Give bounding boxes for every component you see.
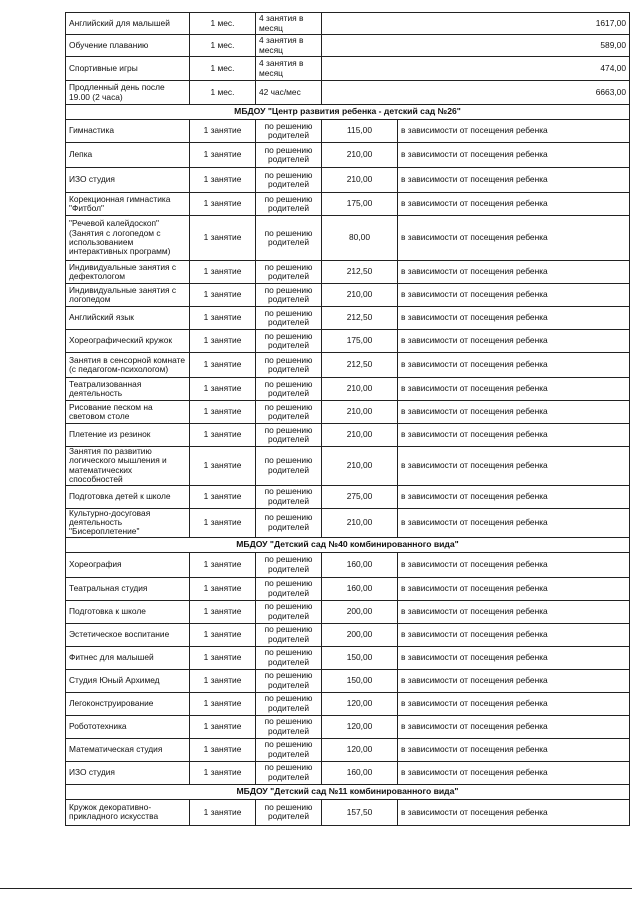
price-cell: 160,00: [322, 552, 398, 577]
unit-cell: 1 занятие: [190, 715, 256, 738]
table-row: [66, 168, 630, 193]
unit-cell: 1 занятие: [190, 353, 256, 378]
service-name: Гимнастика: [66, 120, 190, 143]
service-name: Фитнес для малышей: [66, 646, 190, 669]
table-row: [66, 738, 630, 761]
note-cell: в зависимости от посещения ребенка: [398, 646, 630, 669]
unit-cell: 1 занятие: [190, 577, 256, 600]
volume-cell: 4 занятия в месяц: [256, 13, 322, 35]
section-title: МБДОУ "Центр развития ребенка - детский сад №26": [66, 105, 630, 120]
table-row: [66, 508, 630, 537]
service-name: Корекционная гимнастика "Фитбол": [66, 193, 190, 216]
service-name: Рисование песком на световом столе: [66, 401, 190, 424]
price-cell: 160,00: [322, 761, 398, 784]
unit-cell: 1 занятие: [190, 401, 256, 424]
unit-cell: 1 занятие: [190, 485, 256, 508]
table-row: [66, 577, 630, 600]
volume-cell: по решению родителей: [256, 353, 322, 378]
unit-cell: 1 занятие: [190, 552, 256, 577]
unit-cell: 1 занятие: [190, 261, 256, 284]
table-row: [66, 646, 630, 669]
unit-cell: 1 занятие: [190, 692, 256, 715]
unit-cell: 1 занятие: [190, 738, 256, 761]
service-name: Подготовка к школе: [66, 600, 190, 623]
note-cell: в зависимости от посещения ребенка: [398, 738, 630, 761]
volume-cell: по решению родителей: [256, 401, 322, 424]
service-name: Лепка: [66, 143, 190, 168]
volume-cell: по решению родителей: [256, 216, 322, 261]
table-row: [66, 424, 630, 447]
volume-cell: по решению родителей: [256, 284, 322, 307]
price-cell: 120,00: [322, 692, 398, 715]
table-row: [66, 401, 630, 424]
service-name: Плетение из резинок: [66, 424, 190, 447]
service-name: Робототехника: [66, 715, 190, 738]
service-name: Индивидуальные занятия с логопедом: [66, 284, 190, 307]
table-row: [66, 193, 630, 216]
table-row: [66, 284, 630, 307]
note-cell: в зависимости от посещения ребенка: [398, 447, 630, 486]
price-table-body: [66, 13, 630, 826]
table-row: [66, 216, 630, 261]
service-name: Культурно-досуговая деятельность "Бисероплетение": [66, 508, 190, 537]
note-cell: в зависимости от посещения ребенка: [398, 600, 630, 623]
note-cell: в зависимости от посещения ребенка: [398, 508, 630, 537]
note-cell: в зависимости от посещения ребенка: [398, 120, 630, 143]
price-cell: 200,00: [322, 623, 398, 646]
price-cell: 150,00: [322, 646, 398, 669]
note-cell: в зависимости от посещения ребенка: [398, 799, 630, 825]
table-row: [66, 307, 630, 330]
unit-cell: 1 занятие: [190, 330, 256, 353]
service-name: Продленный день после 19.00 (2 часа): [66, 81, 190, 105]
service-name: Эстетическое воспитание: [66, 623, 190, 646]
unit-cell: 1 занятие: [190, 600, 256, 623]
table-row: [66, 669, 630, 692]
section-title: МБДОУ "Детский сад №40 комбинированного вида": [66, 537, 630, 552]
price-cell: 210,00: [322, 378, 398, 401]
table-row: [66, 13, 630, 35]
volume-cell: по решению родителей: [256, 692, 322, 715]
unit-cell: 1 занятие: [190, 761, 256, 784]
price-cell: 210,00: [322, 401, 398, 424]
unit-cell: 1 занятие: [190, 378, 256, 401]
note-cell: в зависимости от посещения ребенка: [398, 353, 630, 378]
table-row: [66, 600, 630, 623]
section-title: МБДОУ "Детский сад №11 комбинированного вида": [66, 784, 630, 799]
table-row: [66, 120, 630, 143]
table-row: [66, 623, 630, 646]
service-name: Театральная студия: [66, 577, 190, 600]
price-cell: 589,00: [322, 35, 630, 57]
price-cell: 157,50: [322, 799, 398, 825]
service-name: Театрализованная деятельность: [66, 378, 190, 401]
price-cell: 175,00: [322, 193, 398, 216]
unit-cell: 1 занятие: [190, 307, 256, 330]
section-header-row: [66, 105, 630, 120]
price-cell: 175,00: [322, 330, 398, 353]
unit-cell: 1 занятие: [190, 447, 256, 486]
table-row: [66, 330, 630, 353]
volume-cell: по решению родителей: [256, 143, 322, 168]
unit-cell: 1 занятие: [190, 623, 256, 646]
note-cell: в зависимости от посещения ребенка: [398, 193, 630, 216]
note-cell: в зависимости от посещения ребенка: [398, 577, 630, 600]
volume-cell: 42 час/мес: [256, 81, 322, 105]
table-row: [66, 81, 630, 105]
page-bottom-rule: [0, 888, 632, 889]
volume-cell: по решению родителей: [256, 646, 322, 669]
unit-cell: 1 занятие: [190, 120, 256, 143]
price-cell: 6663,00: [322, 81, 630, 105]
volume-cell: по решению родителей: [256, 600, 322, 623]
table-row: [66, 261, 630, 284]
price-table: [65, 12, 630, 826]
volume-cell: по решению родителей: [256, 623, 322, 646]
unit-cell: 1 занятие: [190, 669, 256, 692]
volume-cell: 4 занятия в месяц: [256, 35, 322, 57]
table-row: [66, 485, 630, 508]
note-cell: в зависимости от посещения ребенка: [398, 552, 630, 577]
note-cell: в зависимости от посещения ребенка: [398, 669, 630, 692]
price-cell: 275,00: [322, 485, 398, 508]
service-name: Обучение плаванию: [66, 35, 190, 57]
price-cell: 150,00: [322, 669, 398, 692]
note-cell: в зависимости от посещения ребенка: [398, 623, 630, 646]
volume-cell: по решению родителей: [256, 799, 322, 825]
table-row: [66, 692, 630, 715]
volume-cell: по решению родителей: [256, 715, 322, 738]
volume-cell: по решению родителей: [256, 577, 322, 600]
service-name: ИЗО студия: [66, 168, 190, 193]
unit-cell: 1 занятие: [190, 424, 256, 447]
volume-cell: по решению родителей: [256, 378, 322, 401]
unit-cell: 1 занятие: [190, 284, 256, 307]
unit-cell: 1 занятие: [190, 646, 256, 669]
price-cell: 474,00: [322, 57, 630, 81]
note-cell: в зависимости от посещения ребенка: [398, 761, 630, 784]
volume-cell: по решению родителей: [256, 424, 322, 447]
volume-cell: по решению родителей: [256, 761, 322, 784]
volume-cell: по решению родителей: [256, 120, 322, 143]
volume-cell: по решению родителей: [256, 193, 322, 216]
volume-cell: по решению родителей: [256, 552, 322, 577]
note-cell: в зависимости от посещения ребенка: [398, 692, 630, 715]
volume-cell: по решению родителей: [256, 261, 322, 284]
service-name: ИЗО студия: [66, 761, 190, 784]
price-cell: 200,00: [322, 600, 398, 623]
volume-cell: по решению родителей: [256, 485, 322, 508]
price-cell: 210,00: [322, 424, 398, 447]
service-name: Легоконструирование: [66, 692, 190, 715]
service-name: Английский для малышей: [66, 13, 190, 35]
price-cell: 212,50: [322, 307, 398, 330]
unit-cell: 1 мес.: [190, 57, 256, 81]
service-name: "Речевой калейдоскоп" (Занятия с логопедом с использованием интерактивных программ): [66, 216, 190, 261]
unit-cell: 1 занятие: [190, 143, 256, 168]
price-cell: 212,50: [322, 261, 398, 284]
unit-cell: 1 мес.: [190, 35, 256, 57]
unit-cell: 1 занятие: [190, 216, 256, 261]
service-name: Английский язык: [66, 307, 190, 330]
price-cell: 212,50: [322, 353, 398, 378]
note-cell: в зависимости от посещения ребенка: [398, 485, 630, 508]
price-cell: 210,00: [322, 284, 398, 307]
table-row: [66, 143, 630, 168]
note-cell: в зависимости от посещения ребенка: [398, 330, 630, 353]
note-cell: в зависимости от посещения ребенка: [398, 143, 630, 168]
service-name: Занятия в сенсорной комнате (с педагогом-психологом): [66, 353, 190, 378]
note-cell: в зависимости от посещения ребенка: [398, 261, 630, 284]
unit-cell: 1 занятие: [190, 508, 256, 537]
volume-cell: по решению родителей: [256, 508, 322, 537]
note-cell: в зависимости от посещения ребенка: [398, 378, 630, 401]
service-name: Математическая студия: [66, 738, 190, 761]
price-cell: 160,00: [322, 577, 398, 600]
section-header-row: [66, 784, 630, 799]
service-name: Студия Юный Архимед: [66, 669, 190, 692]
unit-cell: 1 мес.: [190, 13, 256, 35]
volume-cell: по решению родителей: [256, 738, 322, 761]
volume-cell: по решению родителей: [256, 307, 322, 330]
table-row: [66, 378, 630, 401]
unit-cell: 1 занятие: [190, 168, 256, 193]
table-row: [66, 715, 630, 738]
price-cell: 210,00: [322, 168, 398, 193]
unit-cell: 1 мес.: [190, 81, 256, 105]
price-cell: 120,00: [322, 715, 398, 738]
table-row: [66, 799, 630, 825]
note-cell: в зависимости от посещения ребенка: [398, 715, 630, 738]
unit-cell: 1 занятие: [190, 799, 256, 825]
price-cell: 1617,00: [322, 13, 630, 35]
table-row: [66, 353, 630, 378]
price-cell: 210,00: [322, 143, 398, 168]
note-cell: в зависимости от посещения ребенка: [398, 424, 630, 447]
volume-cell: по решению родителей: [256, 669, 322, 692]
price-cell: 210,00: [322, 447, 398, 486]
unit-cell: 1 занятие: [190, 193, 256, 216]
price-cell: 80,00: [322, 216, 398, 261]
note-cell: в зависимости от посещения ребенка: [398, 307, 630, 330]
section-header-row: [66, 537, 630, 552]
volume-cell: 4 занятия в месяц: [256, 57, 322, 81]
volume-cell: по решению родителей: [256, 330, 322, 353]
price-cell: 115,00: [322, 120, 398, 143]
table-row: [66, 57, 630, 81]
volume-cell: по решению родителей: [256, 447, 322, 486]
table-row: [66, 447, 630, 486]
note-cell: в зависимости от посещения ребенка: [398, 216, 630, 261]
table-row: [66, 761, 630, 784]
service-name: Спортивные игры: [66, 57, 190, 81]
price-cell: 120,00: [322, 738, 398, 761]
service-name: Индивидуальные занятия с дефектологом: [66, 261, 190, 284]
note-cell: в зависимости от посещения ребенка: [398, 284, 630, 307]
table-row: [66, 552, 630, 577]
note-cell: в зависимости от посещения ребенка: [398, 168, 630, 193]
service-name: Хореография: [66, 552, 190, 577]
service-name: Занятия по развитию логического мышления и математических способностей: [66, 447, 190, 486]
service-name: Кружок декоративно-прикладного искусства: [66, 799, 190, 825]
note-cell: в зависимости от посещения ребенка: [398, 401, 630, 424]
price-cell: 210,00: [322, 508, 398, 537]
service-name: Подготовка детей к школе: [66, 485, 190, 508]
service-name: Хореографический кружок: [66, 330, 190, 353]
table-row: [66, 35, 630, 57]
volume-cell: по решению родителей: [256, 168, 322, 193]
